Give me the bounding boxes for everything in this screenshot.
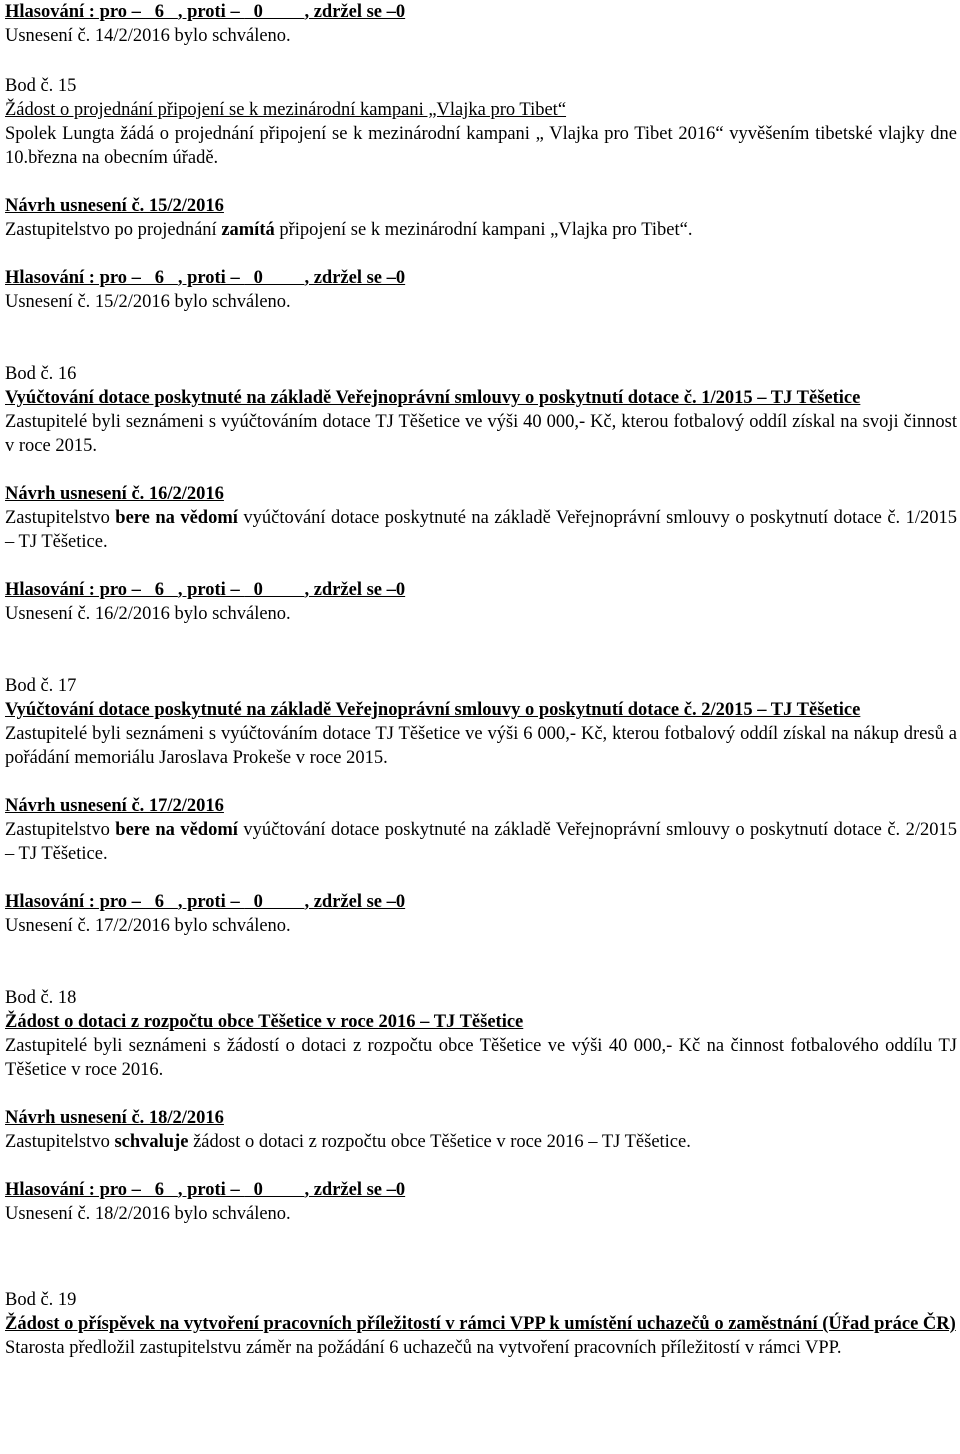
resolution-line: Usnesení č. 15/2/2016 bylo schváleno. <box>5 292 291 312</box>
proposal-verb: bere na vědomí <box>115 820 238 840</box>
item-number: Bod č. 19 <box>5 1290 77 1310</box>
proposal-text <box>5 218 957 242</box>
proposal-label: Návrh usnesení č. 15/2/2016 <box>5 196 224 216</box>
item-title: Žádost o projednání připojení se k mezinárodní kampani „Vlajka pro Tibet“ <box>5 100 567 120</box>
item-number: Bod č. 17 <box>5 676 77 696</box>
proposal-verb: schvaluje <box>114 1132 189 1152</box>
proposal-post: vyúčtování dotace poskytnuté na základě Veřejnoprávní smlouvy o poskytnutí dotace č. 2/2015 – TJ Těšetice. <box>5 820 958 864</box>
proposal-pre: Zastupitelstvo po projednání <box>5 220 217 240</box>
resolution-line: Usnesení č. 18/2/2016 bylo schváleno. <box>5 1204 291 1224</box>
proposal-label: Návrh usnesení č. 18/2/2016 <box>5 1108 224 1128</box>
proposal-label: Návrh usnesení č. 17/2/2016 <box>5 796 224 816</box>
item-title: Vyúčtování dotace poskytnuté na základě Veřejnoprávní smlouvy o poskytnutí dotace č. 2/2015 – TJ Těšetice <box>5 700 861 720</box>
vote-line: Hlasování : pro – 6 , proti – 0 , zdržel se –0 <box>5 1180 406 1200</box>
vote-line: Hlasování : pro – 6 , proti – 0 , zdržel se –0 <box>5 268 406 288</box>
proposal-post: vyúčtování dotace poskytnuté na základě Veřejnoprávní smlouvy o poskytnutí dotace č. 1/2015 – TJ Těšetice. <box>5 508 958 552</box>
proposal-pre: Zastupitelstvo <box>5 508 110 528</box>
proposal-post: žádost o dotaci z rozpočtu obce Těšetice v roce 2016 – TJ Těšetice. <box>193 1132 691 1152</box>
item-title: Vyúčtování dotace poskytnuté na základě Veřejnoprávní smlouvy o poskytnutí dotace č. 1/2015 – TJ Těšetice <box>5 388 861 408</box>
item-title: Žádost o dotaci z rozpočtu obce Těšetice v roce 2016 – TJ Těšetice <box>5 1012 524 1032</box>
item-body <box>5 122 957 170</box>
vote-line: Hlasování : pro – 6 , proti – 0 , zdržel se –0 <box>5 2 406 22</box>
proposal-pre: Zastupitelstvo <box>5 1132 110 1152</box>
proposal-verb: bere na vědomí <box>115 508 238 528</box>
proposal-text <box>5 506 957 554</box>
item-number: Bod č. 18 <box>5 988 77 1008</box>
proposal-verb: zamítá <box>221 220 275 240</box>
item-number: Bod č. 15 <box>5 76 77 96</box>
proposal-text <box>5 818 957 866</box>
item-number: Bod č. 16 <box>5 364 77 384</box>
document-page <box>5 0 957 1360</box>
proposal-text <box>5 1130 957 1154</box>
proposal-label: Návrh usnesení č. 16/2/2016 <box>5 484 224 504</box>
item-body: Zastupitelé byli seznámeni s vyúčtováním dotace TJ Těšetice ve výši 6 000,- Kč, kterou fotbalový oddíl získal na nákup dresů a pořádání memoriálu Jaroslava Prokeše v roce 2015. <box>5 724 957 768</box>
item-body: Starosta předložil zastupitelstvu záměr na požádání 6 uchazečů na vytvoření pracovních příležitostí v rámci VPP. <box>5 1338 842 1358</box>
item-body: Zastupitelé byli seznámeni s vyúčtováním dotace TJ Těšetice ve výši 40 000,- Kč, kterou fotbalový oddíl získal na svoji činnost v roce 2015. <box>5 412 957 456</box>
resolution-line: Usnesení č. 17/2/2016 bylo schváleno. <box>5 916 291 936</box>
proposal-post: připojení se k mezinárodní kampani „Vlajka pro Tibet“. <box>279 220 693 240</box>
vote-line: Hlasování : pro – 6 , proti – 0 , zdržel se –0 <box>5 580 406 600</box>
proposal-pre: Zastupitelstvo <box>5 820 110 840</box>
vote-line: Hlasování : pro – 6 , proti – 0 , zdržel se –0 <box>5 892 406 912</box>
resolution-line: Usnesení č. 14/2/2016 bylo schváleno. <box>5 26 291 46</box>
item-title: Žádost o příspěvek na vytvoření pracovních příležitostí v rámci VPP k umístění uchazečů o zaměstnání (Úřad práce ČR) <box>5 1314 956 1334</box>
item-body-text: Spolek Lungta žádá o projednání připojení se k mezinárodní kampani „ Vlajka pro Tibet 2016“ vyvěšením tibetské vlajky dne 10.března na obecním úřadě. <box>5 124 957 168</box>
resolution-line: Usnesení č. 16/2/2016 bylo schváleno. <box>5 604 291 624</box>
item-body: Zastupitelé byli seznámeni s žádostí o dotaci z rozpočtu obce Těšetice ve výši 40 000,- Kč na činnost fotbalového oddílu TJ Těšetice v roce 2016. <box>5 1036 957 1080</box>
